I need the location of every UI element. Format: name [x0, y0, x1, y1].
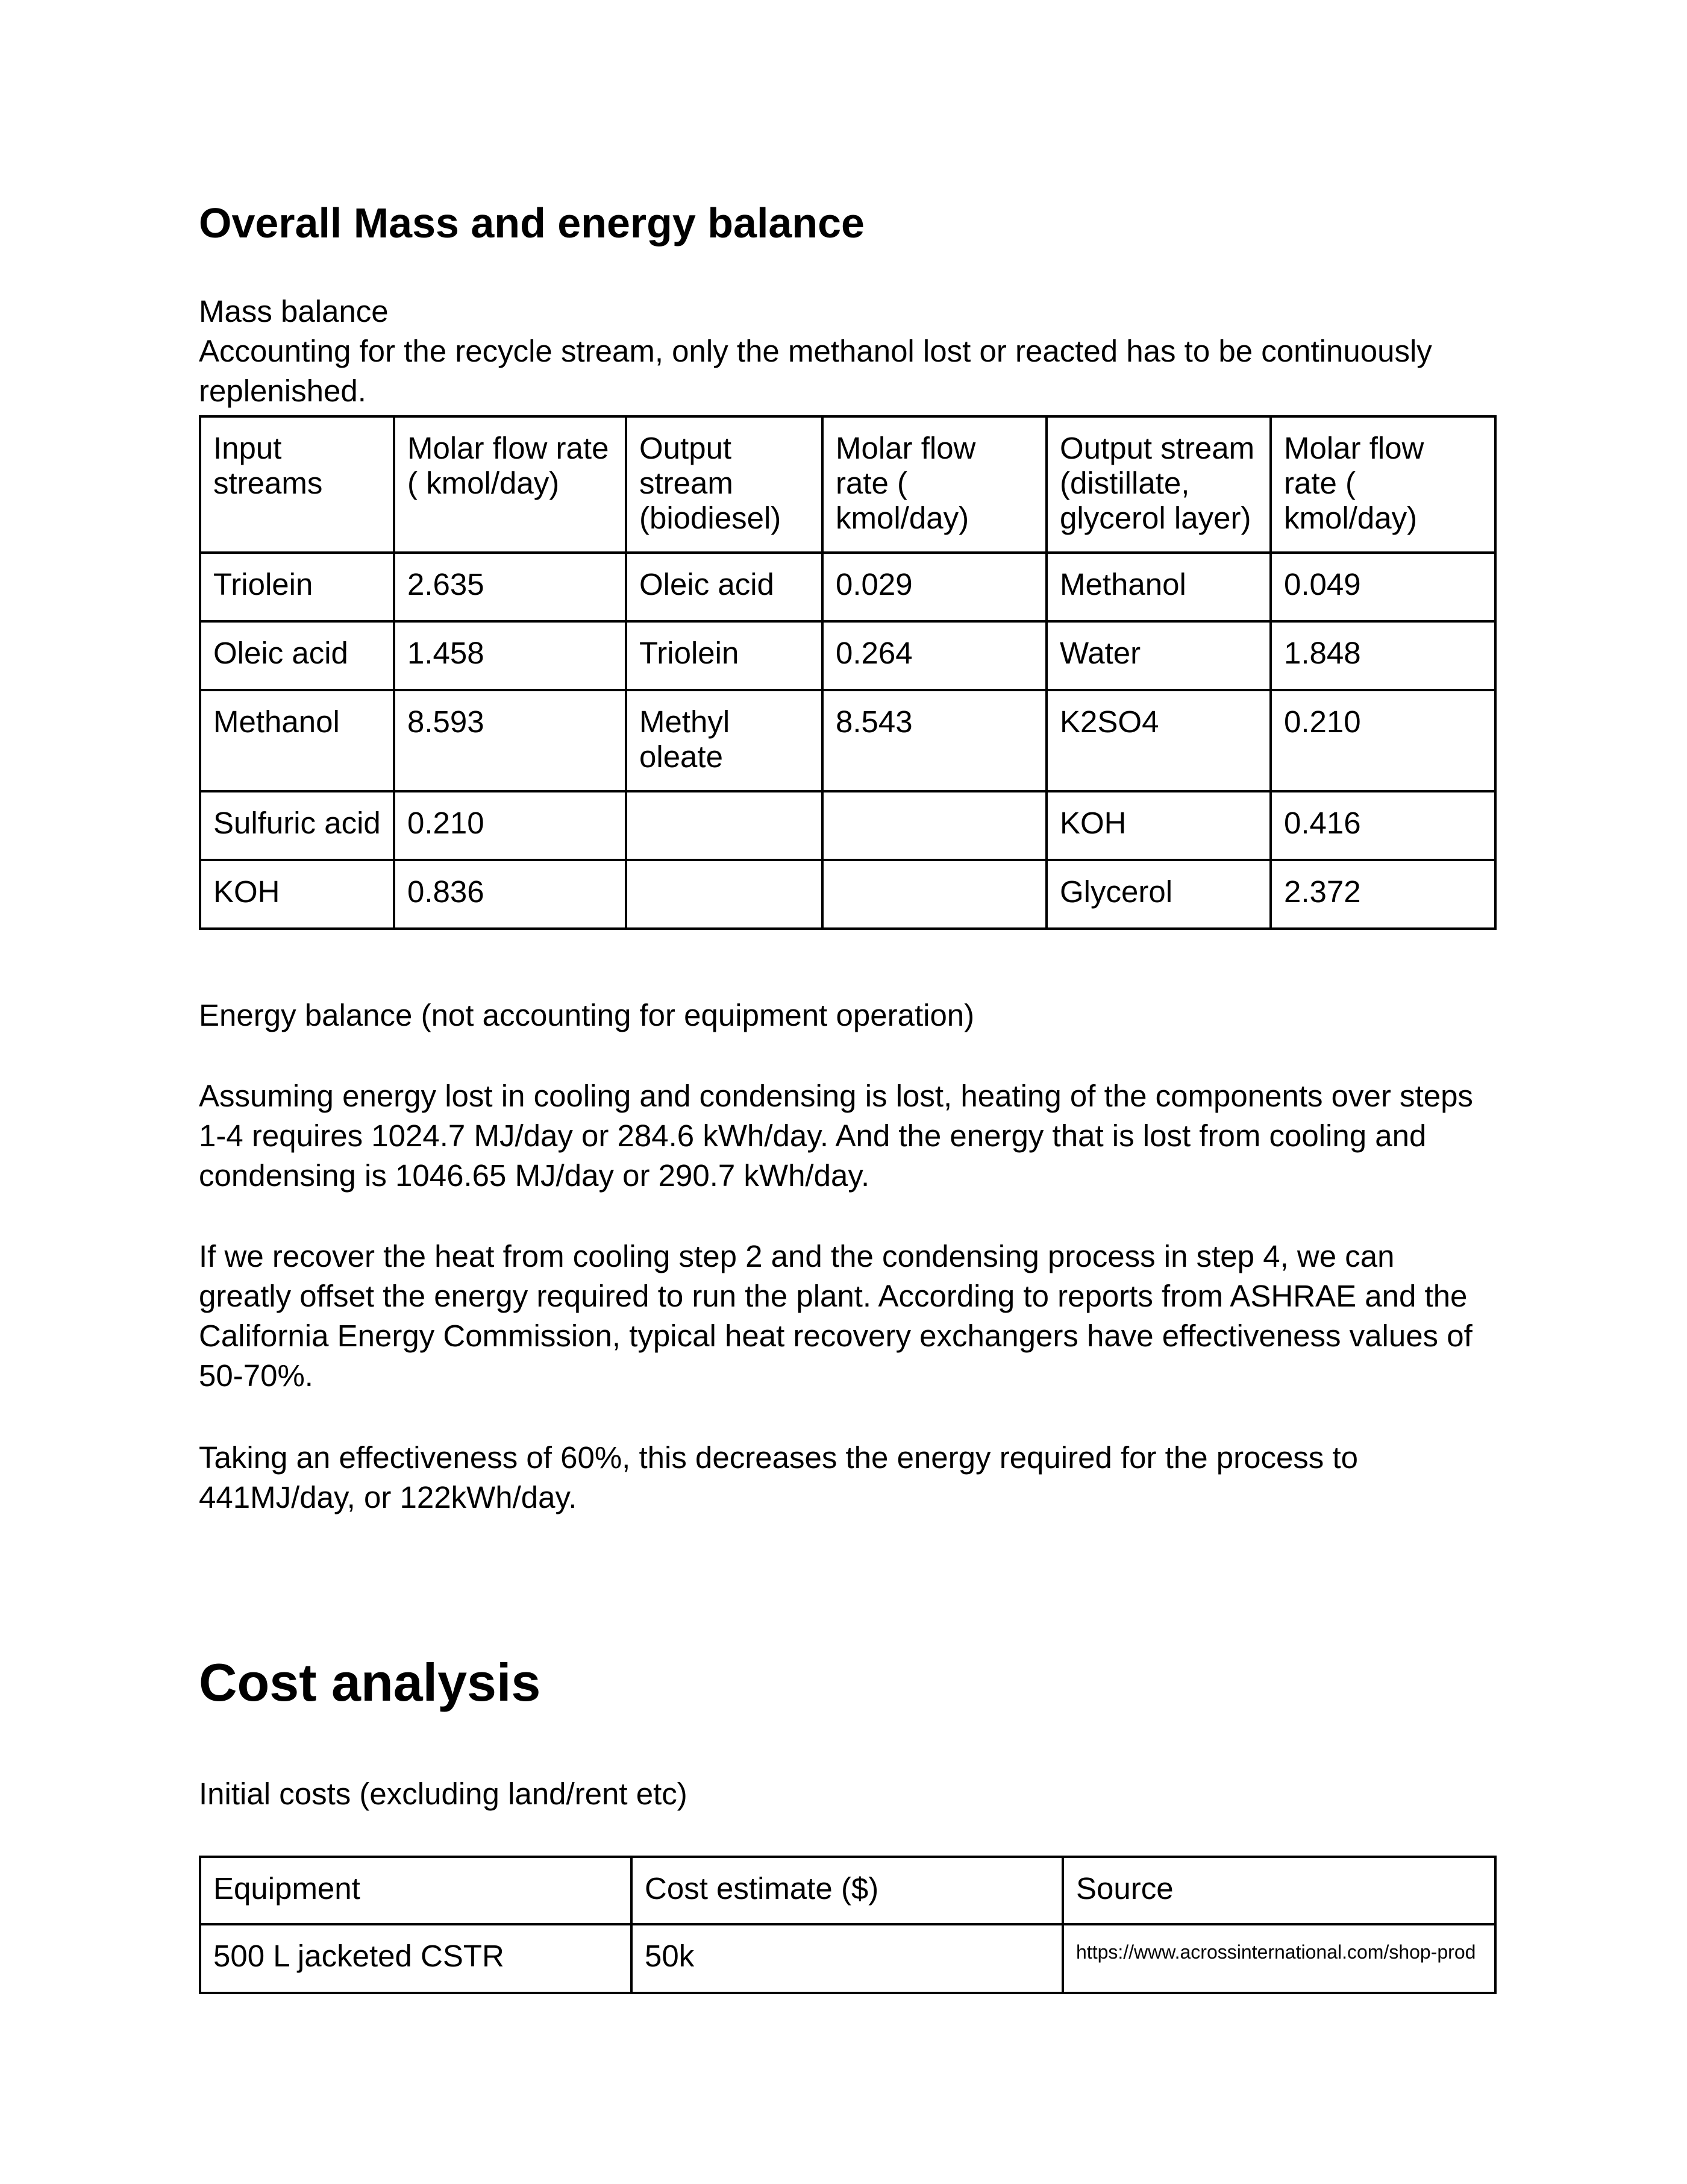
table-cell: Glycerol — [1047, 860, 1271, 929]
table-cell: Sulfuric acid — [200, 791, 394, 860]
table-cell: 0.029 — [822, 553, 1047, 621]
table-row — [200, 860, 1495, 929]
source-link[interactable]: https://www.acrossinternational.com/shop-prod — [1063, 1924, 1495, 1993]
table-cell: 8.543 — [822, 690, 1047, 791]
energy-balance-title: Energy balance (not accounting for equipment operation) — [199, 998, 975, 1032]
table-header-row — [200, 1857, 1495, 1924]
table-cell: Water — [1047, 621, 1271, 690]
table-row — [200, 791, 1495, 860]
table-cell: Triolein — [626, 621, 822, 690]
table-cell: 2.635 — [394, 553, 626, 621]
table-cell: 8.593 — [394, 690, 626, 791]
table-header-cell: Output stream (biodiesel) — [626, 416, 822, 553]
table-cell: 0.264 — [822, 621, 1047, 690]
table-cell: KOH — [200, 860, 394, 929]
table-cell: 0.049 — [1271, 553, 1495, 621]
table-cell: 500 L jacketed CSTR — [200, 1924, 631, 1993]
energy-paragraph: Assuming energy lost in cooling and condensing is lost, heating of the components over steps 1-4 requires 1024.7 MJ/day or 284.6 kWh/day. And the energy that is lost from cooling and condensing is 1046.65 MJ/day or 290.7 kWh/day. — [199, 1079, 1473, 1193]
table-cell: Oleic acid — [200, 621, 394, 690]
table-cell: 0.416 — [1271, 791, 1495, 860]
table-cell: KOH — [1047, 791, 1271, 860]
energy-paragraph: If we recover the heat from cooling step 2 and the condensing process in step 4, we can greatly offset the energy required to run the plant. According to reports from ASHRAE and the California Energy Commission, typical heat recovery exchangers have effectiveness values of 50-70%. — [199, 1239, 1473, 1393]
mass-balance-table — [199, 415, 1497, 930]
table-row — [200, 553, 1495, 621]
table-cell — [626, 791, 822, 860]
mass-balance-intro: Accounting for the recycle stream, only the methanol lost or reacted has to be continuously replenished. — [199, 334, 1432, 408]
table-cell: Triolein — [200, 553, 394, 621]
table-cell — [822, 791, 1047, 860]
table-header-cell: Cost estimate ($) — [631, 1857, 1063, 1924]
table-row — [200, 690, 1495, 791]
section-heading-cost-analysis: Cost analysis — [199, 1652, 541, 1712]
table-header-row — [200, 416, 1495, 553]
table-cell: 1.458 — [394, 621, 626, 690]
table-header-cell: Molar flow rate ( kmol/day) — [1271, 416, 1495, 553]
table-header-cell: Source — [1063, 1857, 1495, 1924]
table-cell: Methyl oleate — [626, 690, 822, 791]
table-cell: 0.836 — [394, 860, 626, 929]
table-header-cell: Output stream (distillate, glycerol layer) — [1047, 416, 1271, 553]
table-header-cell: Molar flow rate ( kmol/day) — [822, 416, 1047, 553]
table-cell: 2.372 — [1271, 860, 1495, 929]
table-cell: Oleic acid — [626, 553, 822, 621]
table-cell: 0.210 — [1271, 690, 1495, 791]
table-cell: 1.848 — [1271, 621, 1495, 690]
table-cell: 50k — [631, 1924, 1063, 1993]
table-header-cell: Equipment — [200, 1857, 631, 1924]
mass-balance-subheading: Mass balance — [199, 294, 389, 328]
table-cell: 0.210 — [394, 791, 626, 860]
table-cell: K2SO4 — [1047, 690, 1271, 791]
table-cell: Methanol — [1047, 553, 1271, 621]
table-row — [200, 621, 1495, 690]
energy-paragraph: Taking an effectiveness of 60%, this decreases the energy required for the process to 441MJ/day, or 122kWh/day. — [199, 1440, 1359, 1514]
table-cell: Methanol — [200, 690, 394, 791]
table-row — [200, 1924, 1495, 1993]
table-cell — [626, 860, 822, 929]
table-header-cell: Molar flow rate ( kmol/day) — [394, 416, 626, 553]
table-cell — [822, 860, 1047, 929]
initial-costs-subheading: Initial costs (excluding land/rent etc) — [199, 1777, 687, 1811]
section-heading-mass-energy: Overall Mass and energy balance — [199, 199, 865, 246]
table-header-cell: Input streams — [200, 416, 394, 553]
cost-table — [199, 1856, 1497, 1994]
